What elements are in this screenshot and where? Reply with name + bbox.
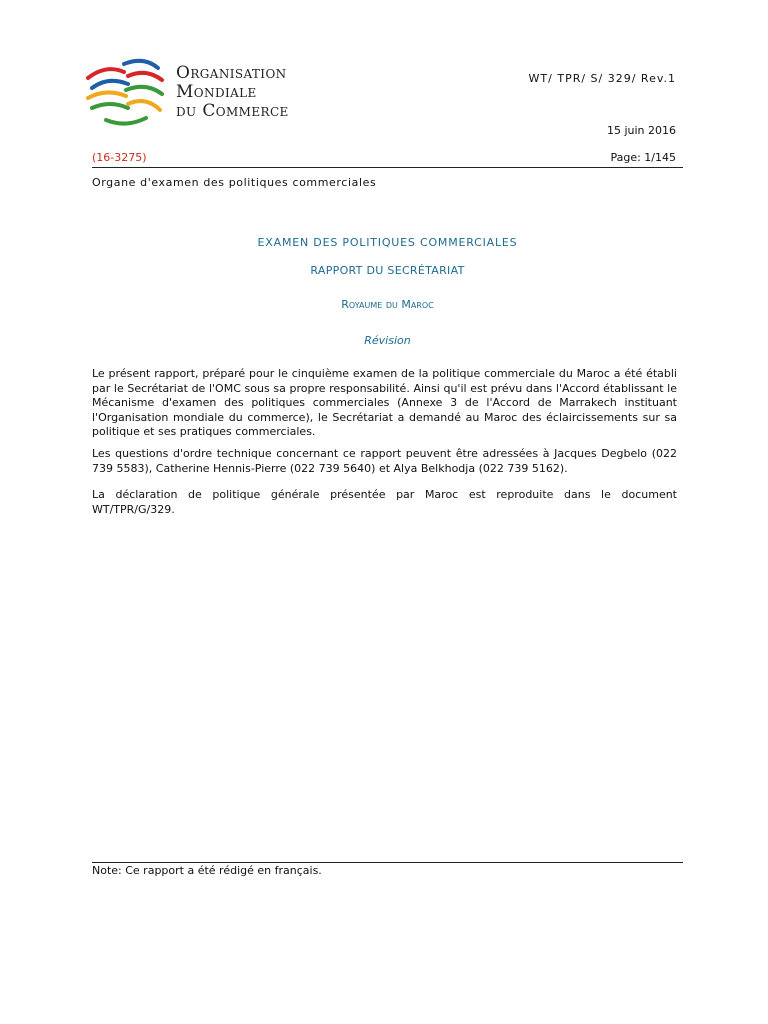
document-symbol: WT/ TPR/ S/ 329/ Rev.1	[528, 72, 676, 85]
organization-name	[176, 64, 289, 121]
org-name-line-3: du Commerce	[176, 101, 289, 121]
paragraph-intro: Le présent rapport, préparé pour le cinquième examen de la politique commerciale du Maroc a été établi par le Secrétariat de l'OMC sous sa propre responsabilité. Ainsi qu'il est prévu dans l'Accord établissant le Mécanisme d'examen des politiques commerciales (Annexe 3 de l'Accord de Marrakech instituant l'Organisation mondiale du commerce), le Secrétariat a demandé au Maroc des éclaircissements sur sa politique et ses pratiques commerciales.	[92, 367, 677, 438]
document-date: 15 juin 2016	[606, 124, 676, 137]
footer-note: Note: Ce rapport a été rédigé en français.	[92, 864, 322, 877]
country-title: Royaume du Maroc	[341, 298, 434, 311]
page-number: Page: 1/145	[610, 151, 676, 164]
org-name-line-2: Mondiale	[176, 82, 257, 102]
paragraph-declaration: La déclaration de politique générale présentée par Maroc est reproduite dans le document WT/TPR/G/329.	[92, 488, 677, 516]
subtitle: RAPPORT DU SECRÉTARIAT	[310, 264, 465, 277]
issuing-body: Organe d'examen des politiques commerciales	[92, 176, 377, 189]
wto-logo	[84, 54, 166, 132]
document-reference: (16-3275)	[92, 151, 147, 164]
paragraph-contacts: Les questions d'ordre technique concernant ce rapport peuvent être adressées à Jacques Degbelo (022 739 5583), Catherine Hennis-Pierre (022 739 5640) et Alya Belkhodja (022 739 5162).	[92, 447, 677, 475]
footer-divider	[92, 862, 683, 863]
main-title: EXAMEN DES POLITIQUES COMMERCIALES	[257, 236, 518, 249]
revision-label: Révision	[364, 334, 411, 347]
header-divider	[92, 167, 683, 168]
org-name-line-1: Organisation	[176, 63, 287, 83]
